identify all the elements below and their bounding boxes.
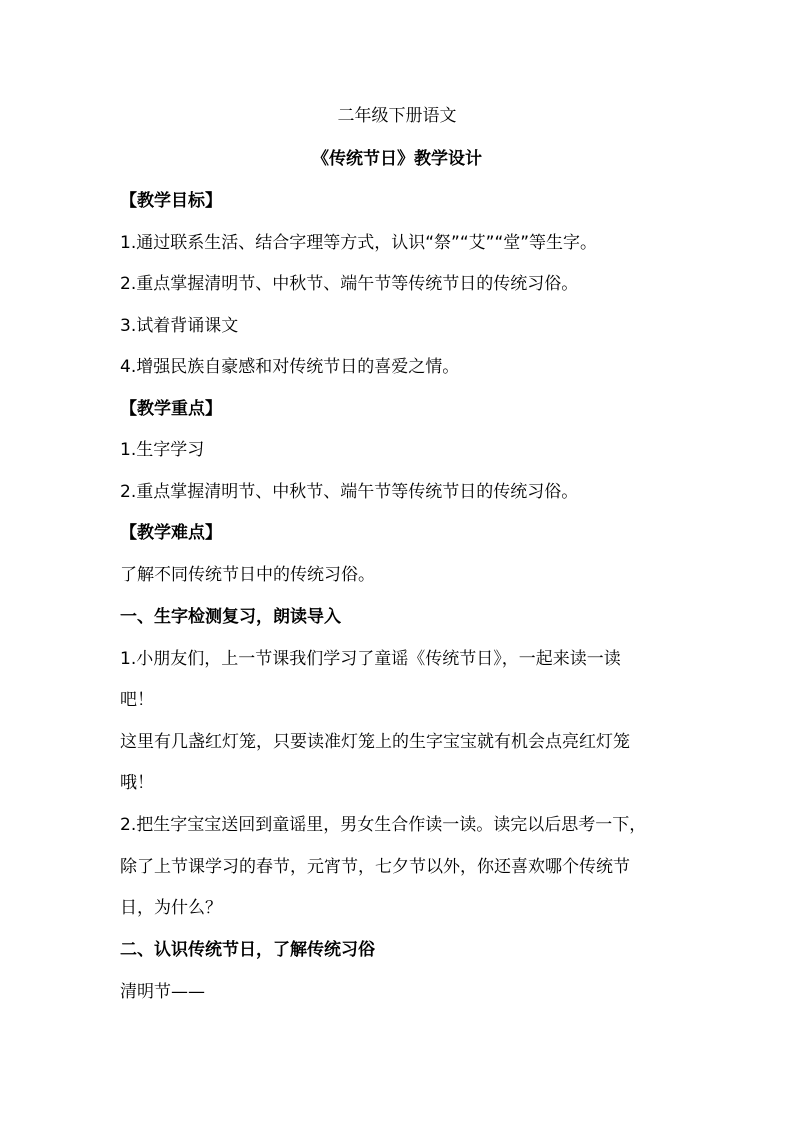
objective-item: 1.通过联系生活、结合字理等方式，认识“祭”“艾”“堂”等生字。 <box>120 233 598 253</box>
part1-line: 哦！ <box>120 773 154 793</box>
difficulties-heading: 【教学难点】 <box>120 523 222 543</box>
difficulty-item: 了解不同传统节日中的传统习俗。 <box>120 565 375 585</box>
part1-line: 吧！ <box>120 690 154 710</box>
part2-line: 清明节—— <box>120 982 205 1002</box>
part1-line: 1.小朋友们，上一节课我们学习了童谣《传统节日》，一起来读一读 <box>120 649 621 669</box>
part1-line: 这里有几盏红灯笼，只要读准灯笼上的生字宝宝就有机会点亮红灯笼 <box>120 732 630 752</box>
part1-line: 日，为什么？ <box>120 898 222 918</box>
part2-heading: 二、认识传统节日，了解传统习俗 <box>120 940 375 960</box>
document-subtitle: 《传统节日》教学设计 <box>312 149 482 169</box>
key-points-heading: 【教学重点】 <box>120 399 222 419</box>
objective-item: 2.重点掌握清明节、中秋节、端午节等传统节日的传统习俗。 <box>120 274 579 294</box>
document-title: 二年级下册语文 <box>337 106 457 126</box>
part1-heading: 一、生字检测复习，朗读导入 <box>120 607 341 627</box>
key-point-item: 2.重点掌握清明节、中秋节、端午节等传统节日的传统习俗。 <box>120 482 579 502</box>
objective-item: 4.增强民族自豪感和对传统节日的喜爱之情。 <box>120 357 460 377</box>
objectives-heading: 【教学目标】 <box>120 191 222 211</box>
part1-line: 除了上节课学习的春节，元宵节，七夕节以外，你还喜欢哪个传统节 <box>120 857 630 877</box>
objective-item: 3.试着背诵课文 <box>120 316 239 336</box>
part1-line: 2.把生字宝宝送回到童谣里，男女生合作读一读。读完以后思考一下， <box>120 815 647 835</box>
key-point-item: 1.生字学习 <box>120 440 205 460</box>
